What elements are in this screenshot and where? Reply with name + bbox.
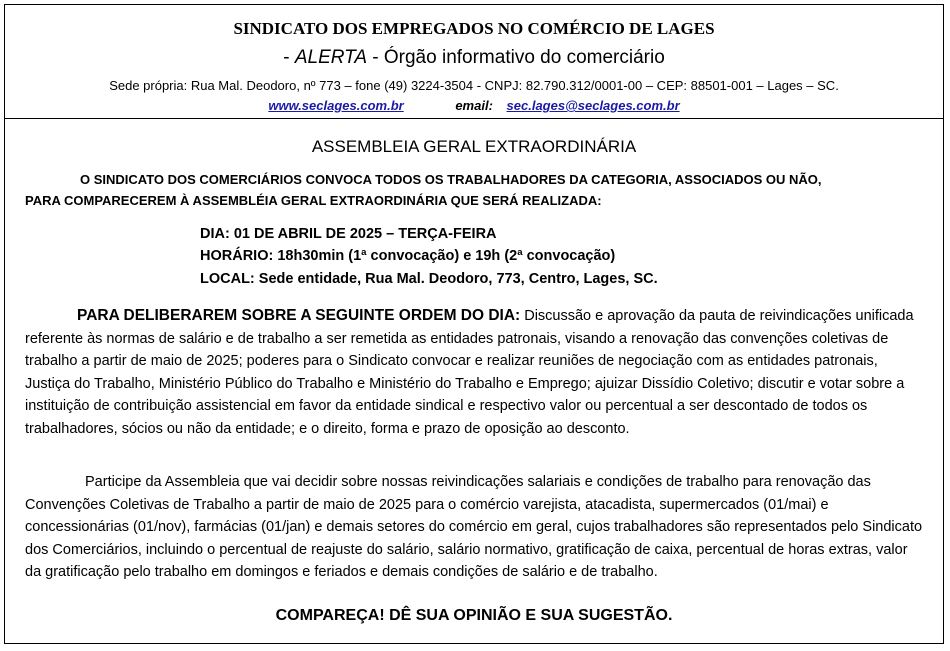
notice-title: ASSEMBLEIA GERAL EXTRAORDINÁRIA	[311, 137, 637, 156]
convocation-line-2: PARA COMPARECEREM À ASSEMBLÉIA GERAL EXTRAORDINÁRIA QUE SERÁ REALIZADA:	[25, 193, 602, 208]
email-link[interactable]: sec.lages@seclages.com.br	[506, 98, 680, 113]
alert-subtitle	[5, 47, 943, 69]
agenda-text: Discussão e aprovação da pauta de reivindicações unificada referente às normas de salário e de trabalho a ser remetida as entidades patronais, visando a renovação das convenções coletivas de trabalho a partir de maio de 2025; poderes para o Sindicato convocar e realizar reuniões de negociação com as entidades patronais, Justiça do Trabalho, Ministério Público do Trabalho e Ministério do Trabalho e Emprego; ajuizar Dissídio Coletivo; discutir e votar sobre a instituição de contribuição assistencial em favor da entidade sindical e respectivo valor ou percentual a ser descontado de todos os trabalhadores, sócios ou não da entidade; e o direito, forma e prazo de oposição ao desconto.	[25, 308, 914, 437]
alert-suffix: - Órgão informativo do comerciário	[367, 47, 665, 68]
convocation-line-1: O SINDICATO DOS COMERCIÁRIOS CONVOCA TODOS OS TRABALHADORES DA CATEGORIA, ASSOCIADOS OU NÃO,	[80, 172, 822, 187]
closing-call: COMPAREÇA! DÊ SUA OPINIÃO E SUA SUGESTÃO.	[275, 607, 673, 624]
agenda-lead: PARA DELIBERAREM SOBRE A SEGUINTE ORDEM DO DIA:	[77, 307, 521, 324]
website-link[interactable]: www.seclages.com.br	[268, 98, 404, 113]
meeting-date: DIA: 01 DE ABRIL DE 2025 – TERÇA-FEIRA	[200, 226, 497, 242]
email-label: email:	[455, 98, 493, 113]
contact-line	[5, 98, 943, 113]
union-name: SINDICATO DOS EMPREGADOS NO COMÉRCIO DE LAGES	[233, 19, 715, 38]
agenda-paragraph	[25, 305, 925, 440]
participate-paragraph	[25, 471, 925, 584]
document-page	[4, 4, 944, 644]
meeting-time: HORÁRIO: 18h30min (1ª convocação) e 19h (2ª convocação)	[200, 248, 616, 264]
meeting-location: LOCAL: Sede entidade, Rua Mal. Deodoro, 773, Centro, Lages, SC.	[200, 271, 658, 287]
alert-prefix: -	[283, 47, 295, 68]
participate-text: Participe da Assembleia que vai decidir sobre nossas reivindicações salariais e condições de trabalho para renovação das Convenções Coletivas de Trabalho a partir de maio de 2025 para o comércio varejista, atacadista, supermercados (01/mai) e concessionárias (01/nov), farmácias (01/jan) e demais setores do comércio em geral, cujos trabalhadores são representados pelo Sindicato dos Comerciários, incluindo o percentual de reajuste do salário, salário normativo, gratificação de caixa, percentual de horas extras, valor da gratificação pelo trabalho em domingos e feriados e demais condições de salário e de trabalho.	[25, 474, 923, 580]
letterhead	[5, 5, 943, 119]
address-line: Sede própria: Rua Mal. Deodoro, nº 773 – fone (49) 3224-3504 - CNPJ: 82.790.312/0001-00 – CEP: 88501-001 – Lages – SC.	[109, 78, 839, 93]
alert-word: ALERTA	[294, 47, 367, 68]
